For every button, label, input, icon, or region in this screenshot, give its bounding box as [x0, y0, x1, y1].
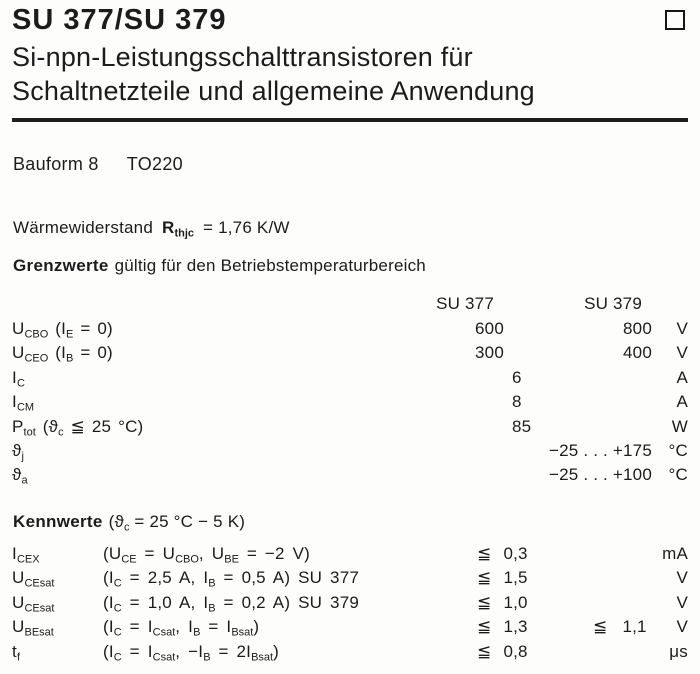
characteristics-table-body	[12, 542, 688, 664]
limit-value-su377	[462, 591, 572, 615]
limit-number: 0,3	[503, 544, 528, 563]
unit-label: °C	[668, 440, 688, 460]
limit-number: 1,5	[503, 568, 528, 588]
limit-row	[12, 366, 688, 390]
relation-sign: ≦	[477, 617, 492, 637]
limit-value-su377	[462, 640, 572, 664]
value-shared: 85	[512, 416, 532, 436]
characteristic-symbol: $t_f$	[12, 641, 20, 664]
test-conditions: ($U_{CE} = U_{CBO}$, $U_{BE} = -2$ V)	[103, 544, 311, 566]
subtitle-line-2: Schaltnetzteile und allgemeine Anwendung	[12, 76, 535, 106]
test-conditions: ($I_C = I_{Csat}$, $I_B = I_{Bsat}$)	[103, 617, 260, 639]
limit-value-su377	[462, 566, 572, 590]
limit-value-su377	[462, 615, 572, 639]
characteristic-symbol: $U_{CEsat}$	[12, 592, 55, 615]
limit-row	[12, 463, 688, 487]
characteristic-symbol: $I_{CEX}$	[12, 544, 40, 566]
unit-label: mA	[662, 544, 688, 563]
limit-number: 0,8	[503, 641, 528, 661]
value-shared: −25 . . . +175	[549, 440, 652, 460]
unit-label: V	[676, 568, 688, 588]
limit-value-su377	[462, 542, 572, 566]
column-header-su377: SU 377	[436, 294, 494, 313]
bauform-label: Bauform 8	[13, 154, 99, 174]
unit-label: A	[676, 392, 688, 412]
characteristic-row	[12, 591, 688, 615]
characteristic-symbol: $U_{CEsat}$	[12, 568, 55, 590]
thermal-label: Wärmewiderstand	[13, 218, 153, 237]
limit-row	[12, 415, 688, 439]
limit-value-su379	[572, 615, 652, 639]
limit-row	[12, 390, 688, 414]
characteristic-row	[12, 640, 688, 664]
relation-sign: ≦	[477, 641, 492, 661]
limit-row	[12, 317, 688, 341]
characteristic-row	[12, 566, 688, 590]
value-shared: −25 . . . +100	[549, 465, 652, 485]
characteristics-heading-rest: ($ϑ_c = 25$ °C − 5 K)	[108, 512, 246, 534]
value-shared: 6	[512, 367, 522, 387]
characteristic-symbol: $U_{BEsat}$	[12, 617, 54, 639]
limit-symbol: $ϑ_a$	[12, 465, 28, 487]
characteristic-row	[12, 542, 688, 566]
thermal-resistance-line	[13, 218, 290, 238]
corner-square-icon	[665, 10, 685, 30]
unit-label: μs	[669, 641, 688, 661]
column-header-su379: SU 379	[584, 294, 642, 313]
limit-symbol: $U_{CEO}$ $(I_B = 0)$	[12, 343, 113, 365]
unit-label: A	[676, 367, 688, 387]
characteristics-section-heading	[13, 512, 245, 532]
relation-sign: ≦	[477, 568, 492, 588]
relation-sign: ≦	[477, 544, 492, 563]
thermal-value: = 1,76 K/W	[203, 218, 290, 237]
limit-row	[12, 439, 688, 463]
relation-sign: ≦	[477, 592, 492, 612]
value-su377: 300	[475, 343, 504, 363]
unit-label: V	[676, 617, 688, 637]
unit-label: W	[671, 416, 688, 436]
limits-table-body	[12, 317, 688, 488]
package-name: TO220	[126, 154, 183, 174]
limit-symbol: $ϑ_j$	[12, 440, 24, 463]
horizontal-rule	[12, 118, 688, 122]
characteristics-heading-keyword: Kennwerte	[13, 512, 103, 531]
characteristic-row	[12, 615, 688, 639]
test-conditions: ($I_C = I_{Csat}$, $-I_B = 2I_{Bsat}$)	[103, 641, 279, 664]
thermal-symbol: $R_{thjc}$	[162, 218, 195, 240]
relation-sign: ≦	[593, 617, 608, 637]
test-conditions: ($I_C = 1,0$ A, $I_B = 0,2$ A) SU 379	[103, 592, 360, 615]
subtitle-line-1: Si-npn-Leistungsschalttransistoren für	[12, 42, 473, 72]
page-title: SU 377/SU 379	[12, 4, 227, 36]
unit-label: °C	[668, 465, 688, 485]
test-conditions: ($I_C = 2,5$ A, $I_B = 0,5$ A) SU 377	[103, 568, 360, 590]
value-su379: 800	[623, 319, 652, 338]
limit-symbol: $I_{CM}$	[12, 392, 35, 414]
limit-row	[12, 341, 688, 365]
limits-heading-rest: gültig für den Betriebstemperaturbereich	[114, 256, 426, 275]
page-subtitle	[12, 40, 535, 108]
limits-heading-keyword: Grenzwerte	[13, 256, 109, 275]
limit-number: 1,3	[503, 617, 528, 637]
limits-section-heading	[13, 256, 426, 276]
limit-number: 1,1	[622, 617, 647, 637]
limits-table	[12, 292, 688, 488]
unit-label: V	[676, 592, 688, 612]
characteristics-table	[12, 542, 688, 664]
limit-symbol: $P_{tot}$ ($ϑ_c$ ≦ 25 °C)	[12, 416, 144, 439]
value-su379: 400	[623, 343, 652, 363]
package-line	[13, 154, 183, 175]
limit-symbol: $U_{CBO}$ $(I_E = 0)$	[12, 319, 113, 341]
value-su377: 600	[475, 319, 504, 338]
limits-header-row	[12, 292, 688, 317]
limit-number: 1,0	[503, 592, 528, 612]
value-shared: 8	[512, 392, 522, 412]
limit-symbol: $I_C$	[12, 367, 25, 390]
unit-label: V	[676, 319, 688, 338]
unit-label: V	[676, 343, 688, 363]
